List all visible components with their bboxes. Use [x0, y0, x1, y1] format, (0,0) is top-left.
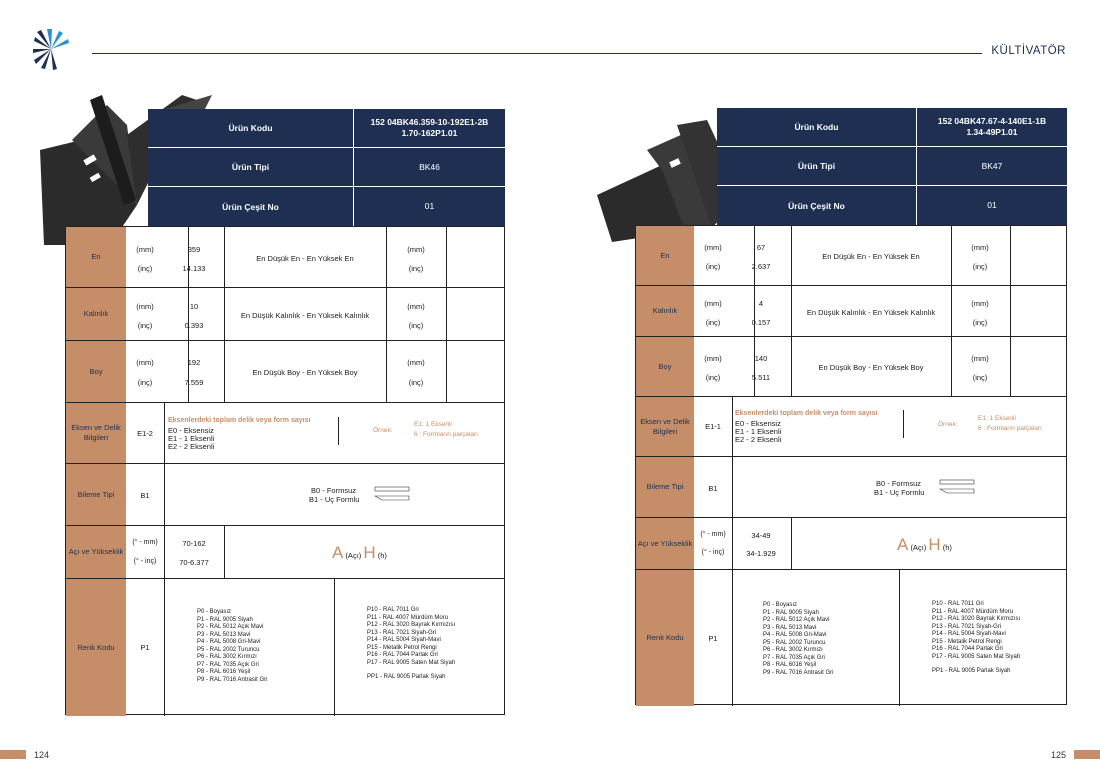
- example-line: E1: 1 Eksenli: [414, 421, 452, 428]
- range-unit-mm: (mm): [971, 354, 989, 363]
- left-product-header: [148, 109, 505, 226]
- product-type-value: BK46: [419, 161, 440, 172]
- row-boy: [66, 341, 504, 403]
- row-en: [66, 227, 504, 288]
- brand-logo-icon: [30, 26, 72, 72]
- range-unit-inch: (inç): [972, 373, 988, 382]
- unit-mm: (mm): [136, 358, 154, 367]
- product-type-value: BK47: [981, 160, 1003, 171]
- unit-deg-mm: (° - mm): [700, 531, 726, 538]
- example-label: Örnek:: [938, 421, 958, 428]
- unit-mm: (mm): [704, 354, 722, 363]
- unit-mm: (mm): [136, 302, 154, 311]
- range-unit-mm: (mm): [407, 302, 425, 311]
- range-unit-inch: (inç): [972, 318, 988, 327]
- range-unit-inch: (inç): [408, 321, 424, 330]
- axis-title: Eksenlerdeki toplam delik veya form sayısı: [168, 417, 311, 424]
- sharpening-code: B1: [708, 484, 718, 493]
- value-deg-mm: 70-162: [182, 539, 206, 548]
- unit-inch: (inç): [137, 321, 153, 330]
- bracket-line: [903, 410, 904, 438]
- product-code-line2: 1.34-49P1.01: [966, 127, 1018, 137]
- range-label: En Düşük En - En Yüksek En: [256, 254, 354, 263]
- unit-deg-inch: (° - inç): [133, 558, 157, 565]
- unit-mm: (mm): [704, 243, 722, 252]
- axis-line: E0 - Eksensiz: [735, 419, 781, 428]
- sharpening-code: B1: [140, 491, 150, 500]
- row-label: Bileme Tipi: [66, 464, 126, 525]
- unit-inch: (inç): [137, 378, 153, 387]
- right-spec-table: [635, 225, 1067, 705]
- value-mm: 140: [754, 354, 768, 363]
- example-line: 6 : Formların parçaları: [414, 431, 478, 438]
- row-label: Açı ve Yükseklik: [636, 518, 694, 569]
- value-inch: 14.133: [182, 264, 206, 273]
- left-spec-table: [65, 226, 505, 715]
- row-label: Eksen ve Delik Bilgileri: [636, 397, 694, 456]
- row-kalinlik: [636, 286, 1066, 337]
- product-code-label: Ürün Kodu: [717, 108, 917, 146]
- value-deg-mm: 34-49: [751, 531, 771, 540]
- row-en: [636, 226, 1066, 286]
- product-code-line1: 152 04BK46.359-10-192E1-2B: [370, 117, 489, 128]
- axis-line: E1 - 1 Eksenli: [168, 434, 215, 443]
- variety-label: Ürün Çeşit No: [148, 187, 354, 226]
- range-unit-mm: (mm): [971, 299, 989, 308]
- bracket-line: [338, 417, 339, 445]
- color-code: P1: [140, 643, 150, 652]
- sharpening-line: B0 - Formsuz: [876, 479, 922, 488]
- value-mm: 192: [187, 358, 201, 367]
- range-unit-inch: (inç): [408, 264, 424, 273]
- color-code: P1: [708, 634, 718, 643]
- value-mm: 359: [187, 245, 201, 254]
- row-bileme: [66, 464, 504, 526]
- left-page-bar: [0, 750, 26, 759]
- range-label: En Düşük Boy - En Yüksek Boy: [252, 368, 358, 377]
- row-label: Kalınlık: [636, 286, 694, 336]
- row-label: Boy: [636, 337, 694, 396]
- height-letter: H: [363, 543, 376, 562]
- value-mm: 4: [758, 299, 764, 308]
- example-line: 6 : Formların parçaları: [978, 425, 1042, 432]
- row-label: En: [66, 227, 126, 287]
- right-page-number: 125: [1050, 750, 1066, 760]
- row-aci: [636, 518, 1066, 570]
- color-list-1: P0 - Boyasız P1 - RAL 9005 Siyah P2 - RAL 5012 Açık Mavi P3 - RAL 5013 Mavi P4 - RAL 5008 Gri-Mavi P5 - RAL 2002 Turuncu P6 - RAL 3002 Kırmızı P7 - RAL 7035 Açık Gri P8 - RAL 6016 Yeşil P9 - RAL 7016 Antrasit Gri: [197, 609, 268, 683]
- axis-code: E1-1: [705, 422, 721, 431]
- value-inch: 0.393: [184, 321, 204, 330]
- sharpening-line: B0 - Formsuz: [311, 486, 357, 495]
- angle-height-legend: [897, 535, 952, 555]
- blade-profile-icon: [374, 485, 412, 503]
- axis-code: E1-2: [137, 429, 153, 438]
- axis-line: E1 - 1 Eksenli: [735, 427, 782, 436]
- unit-inch: (inç): [705, 373, 721, 382]
- section-title: KÜLTİVATÖR: [991, 45, 1066, 57]
- axis-line: E2 - 2 Eksenli: [168, 442, 215, 451]
- row-boy: [636, 337, 1066, 397]
- value-inch: 5.511: [751, 373, 771, 382]
- row-label: Açı ve Yükseklik: [66, 526, 126, 578]
- sharpening-line: B1 - Uç Formlu: [309, 495, 360, 504]
- left-page-number: 124: [34, 750, 50, 760]
- range-unit-mm: (mm): [407, 358, 425, 367]
- unit-deg-mm: (° - mm): [132, 539, 158, 546]
- unit-mm: (mm): [704, 299, 722, 308]
- height-note: (h): [942, 543, 952, 552]
- variety-value: 01: [424, 201, 435, 212]
- unit-inch: (inç): [705, 318, 721, 327]
- angle-letter: A: [332, 543, 344, 562]
- range-unit-mm: (mm): [971, 243, 989, 252]
- row-label: Kalınlık: [66, 288, 126, 340]
- header-divider: [92, 53, 982, 54]
- range-unit-inch: (inç): [972, 262, 988, 271]
- angle-note: (Açı): [910, 543, 927, 552]
- range-unit-inch: (inç): [408, 378, 424, 387]
- axis-line: E0 - Eksensiz: [168, 426, 214, 435]
- row-label: Renk Kodu: [636, 570, 694, 706]
- angle-note: (Açı): [345, 551, 362, 560]
- color-list-2: P10 - RAL 7011 Gri P11 - RAL 4007 Mürdüm Moru P12 - RAL 3020 Bayrak Kırmızısı P13 - RAL 7021 Siyah-Gri P14 - RAL 5004 Siyah-Mavi P15 - Metalik Petrol Rengi P16 - RAL 7044 Parlak Gri P17 - RAL 9005 Saten Mat Siyah PP1 - RAL 9005 Parlak Siyah: [932, 601, 1021, 674]
- value-mm: 67: [756, 243, 766, 252]
- row-eksen: [66, 403, 504, 464]
- row-label: En: [636, 226, 694, 285]
- row-bileme: [636, 457, 1066, 518]
- unit-inch: (inç): [137, 264, 153, 273]
- value-mm: 10: [189, 302, 199, 311]
- unit-mm: (mm): [136, 245, 154, 254]
- row-renk: [66, 579, 504, 716]
- row-eksen: [636, 397, 1066, 457]
- unit-inch: (inç): [705, 262, 721, 271]
- right-product-header: [717, 108, 1067, 225]
- product-code-label: Ürün Kodu: [148, 109, 354, 147]
- variety-label: Ürün Çeşit No: [717, 186, 917, 225]
- height-note: (h): [377, 551, 387, 560]
- color-list-2: P10 - RAL 7011 Gri P11 - RAL 4007 Mürdüm Moru P12 - RAL 3020 Bayrak Kırmızısı P13 - RAL 7021 Siyah-Gri P14 - RAL 5004 Siyah-Mavi P15 - Metalik Petrol Rengi P16 - RAL 7044 Parlak Gri P17 - RAL 9005 Saten Mat Siyah PP1 - RAL 9005 Parlak Siyah: [367, 607, 456, 680]
- variety-value: 01: [987, 200, 997, 211]
- value-deg-inch: 70-6.377: [179, 558, 209, 567]
- row-aci: [66, 526, 504, 579]
- row-renk: [636, 570, 1066, 706]
- right-page-bar: [1074, 750, 1100, 759]
- value-inch: 0.157: [751, 318, 771, 327]
- height-letter: H: [928, 535, 941, 554]
- sharpening-line: B1 - Uç Formlu: [874, 488, 925, 497]
- row-label: Bileme Tipi: [636, 457, 694, 517]
- product-type-label: Ürün Tipi: [148, 148, 354, 186]
- range-label: En Düşük En - En Yüksek En: [822, 252, 920, 261]
- row-label: Eksen ve Delik Bilgileri: [66, 403, 126, 463]
- value-inch: 7.559: [184, 378, 204, 387]
- product-type-label: Ürün Tipi: [717, 147, 917, 185]
- product-code-line2: 1.70-162P1.01: [401, 128, 458, 138]
- value-deg-inch: 34-1.929: [746, 549, 776, 558]
- range-label: En Düşük Boy - En Yüksek Boy: [818, 363, 924, 372]
- row-kalinlik: [66, 288, 504, 341]
- blade-profile-icon: [939, 478, 977, 496]
- angle-letter: A: [897, 535, 909, 554]
- row-label: Renk Kodu: [66, 579, 126, 716]
- unit-deg-inch: (° - inç): [701, 549, 725, 556]
- color-list-1: P0 - Boyasız P1 - RAL 9005 Siyah P2 - RAL 5012 Açık Mavi P3 - RAL 5013 Mavi P4 - RAL 5008 Gri-Mavi P5 - RAL 2002 Turuncu P6 - RAL 3002 Kırmızı P7 - RAL 7035 Açık Gri P8 - RAL 6016 Yeşil P9 - RAL 7016 Antrasit Gri: [763, 602, 834, 676]
- value-inch: 2.637: [751, 262, 771, 271]
- axis-line: E2 - 2 Eksenli: [735, 435, 782, 444]
- row-label: Boy: [66, 341, 126, 402]
- example-line: E1: 1 Eksenli: [978, 415, 1016, 422]
- product-code-line1: 152 04BK47.67-4-140E1-1B: [937, 116, 1047, 127]
- example-label: Örnek:: [373, 427, 393, 434]
- range-label: En Düşük Kalınlık - En Yüksek Kalınlık: [806, 308, 936, 317]
- angle-height-legend: [332, 543, 387, 563]
- range-label: En Düşük Kalınlık - En Yüksek Kalınlık: [240, 311, 370, 320]
- axis-title: Eksenlerdeki toplam delik veya form sayısı: [735, 410, 878, 417]
- range-unit-mm: (mm): [407, 245, 425, 254]
